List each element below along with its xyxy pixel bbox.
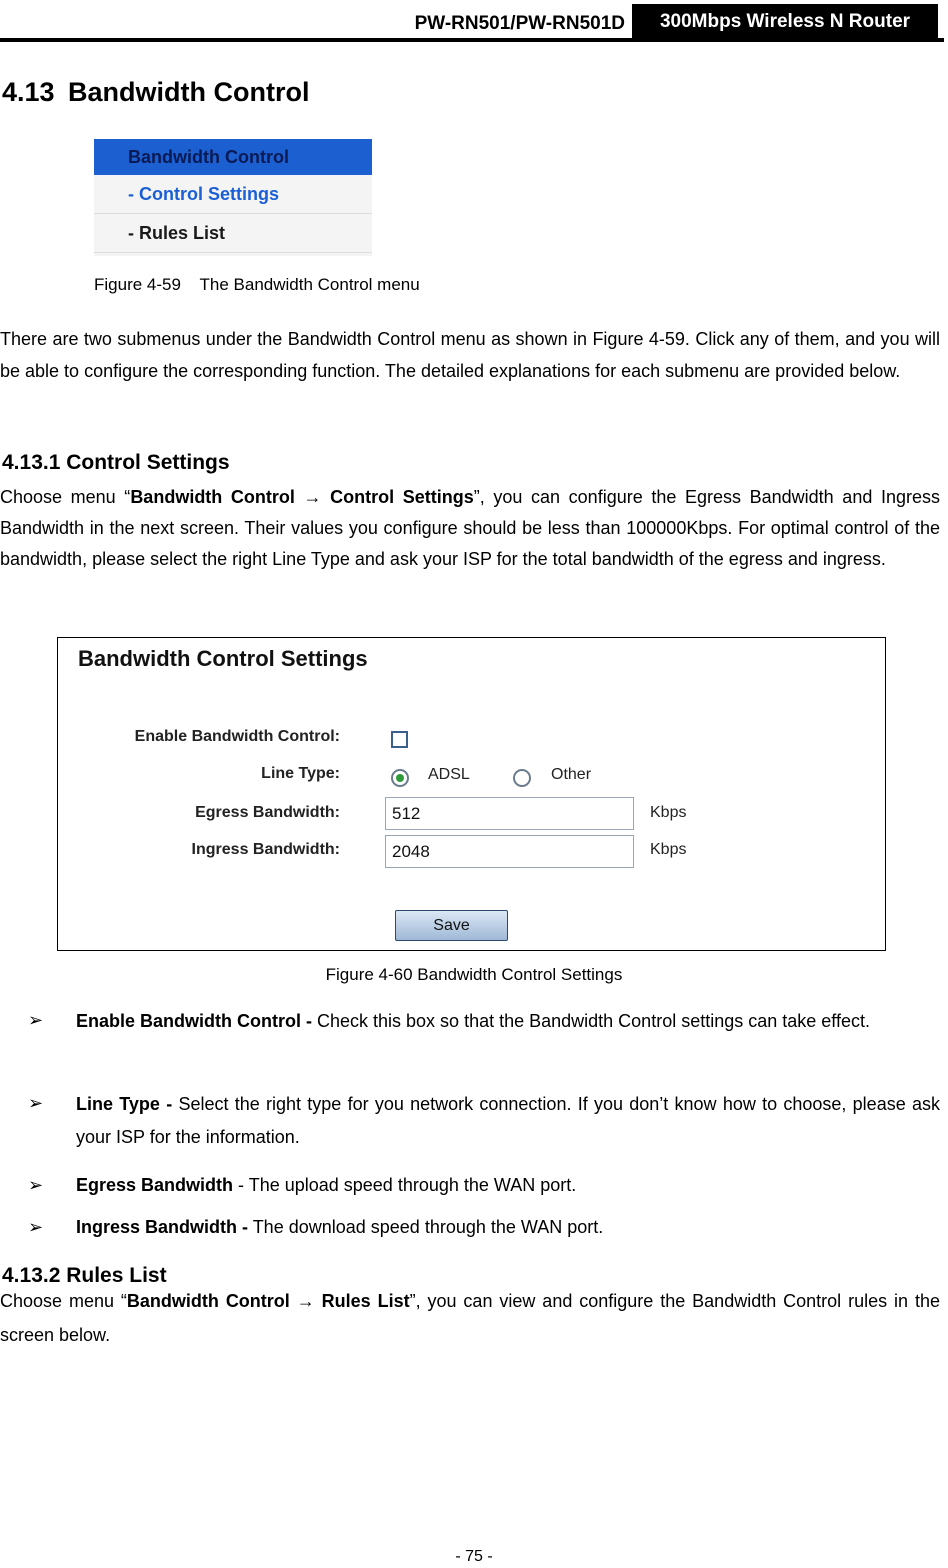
header-model: PW-RN501/PW-RN501D [414,13,625,34]
text-post: ”, you can view and configure the Bandwidth Control rules in the screen below. [0,1291,940,1345]
bullet-term: Line Type - [76,1094,173,1114]
control-settings-paragraph [0,482,940,575]
line-type-other-label: Other [551,766,592,783]
bullet-text: Select the right type for you network connection. If you don’t know how to choose, please ask your ISP for the information. [76,1094,940,1147]
panel-title: Bandwidth Control Settings [78,646,368,671]
bullet-arrow-icon: ➢ [28,1217,44,1237]
section-number: 4.13 [2,77,55,107]
menu-head-bandwidth-control[interactable]: Bandwidth Control [94,139,372,175]
section-heading [2,74,309,110]
egress-bandwidth-input[interactable]: 512 [385,797,634,830]
header-rule [0,38,944,42]
bullet-egress-bandwidth [76,1169,940,1202]
figure-4-59-caption: Figure 4-59 The Bandwidth Control menu [94,275,420,294]
enable-bandwidth-control-checkbox[interactable] [391,731,408,748]
egress-unit: Kbps [650,804,687,821]
bandwidth-control-settings-panel [57,637,886,951]
bullet-text: Check this box so that the Bandwidth Control settings can take effect. [312,1011,870,1031]
bullet-arrow-icon: ➢ [28,1010,44,1030]
line-type-adsl-label: ADSL [428,766,470,783]
bullet-term: Egress Bandwidth [76,1175,234,1195]
subsection-4-13-1-heading [2,449,230,477]
subsection-number: 4.13.2 [2,1264,61,1287]
bullet-arrow-icon: ➢ [28,1093,44,1113]
enable-bandwidth-control-label: Enable Bandwidth Control: [134,728,340,745]
text-post: ”, you can configure the Egress Bandwidth and Ingress Bandwidth in the next screen. Their values you configure should be less than 100000Kbps. For optimal control of the bandwidth, please select the right Line Type and ask your ISP for the total bandwidth of the egress and ingress. [0,487,940,569]
menu-item-rules-list[interactable]: - Rules List [94,214,372,253]
bullet-ingress-bandwidth [76,1211,940,1244]
bullet-text: The download speed through the WAN port. [248,1217,604,1237]
line-type-other-radio[interactable] [513,769,531,787]
intro-paragraph: There are two submenus under the Bandwidth Control menu as shown in Figure 4-59. Click any of them, and you will be able to configure the corresponding function. The detailed explanations for each submenu are provided below. [0,329,940,381]
menu-item-control-settings[interactable]: - Control Settings [94,175,372,214]
ingress-bandwidth-label: Ingress Bandwidth: [191,841,340,858]
bullet-enable-bandwidth-control [76,1005,940,1038]
rules-list-paragraph [0,1284,940,1352]
ingress-bandwidth-input[interactable]: 2048 [385,835,634,868]
subsection-number: 4.13.1 [2,451,61,474]
bullet-arrow-icon: ➢ [28,1175,44,1195]
egress-bandwidth-label: Egress Bandwidth: [195,804,340,821]
bandwidth-control-menu [94,139,372,256]
menu-path-bold: Bandwidth Control → Control Settings [130,487,474,507]
bullet-text: - The upload speed through the WAN port. [233,1175,577,1195]
bullet-term: Enable Bandwidth Control - [76,1011,312,1031]
page-number: - 75 - [455,1548,493,1565]
subsection-title: Control Settings [66,451,230,474]
line-type-adsl-radio[interactable] [391,769,409,787]
save-button[interactable]: Save [395,910,508,941]
menu-path-bold: Bandwidth Control → Rules List [126,1291,410,1311]
section-title: Bandwidth Control [68,77,310,107]
bullet-line-type [76,1088,940,1154]
ingress-unit: Kbps [650,841,687,858]
text-pre: Choose menu “ [0,1291,127,1311]
header-product-title: 300Mbps Wireless N Router [632,4,938,40]
text-pre: Choose menu “ [0,487,131,507]
line-type-label: Line Type: [261,765,340,782]
subsection-title: Rules List [66,1264,167,1287]
figure-4-60-caption: Figure 4-60 Bandwidth Control Settings [325,965,623,984]
bullet-term: Ingress Bandwidth - [76,1217,249,1237]
